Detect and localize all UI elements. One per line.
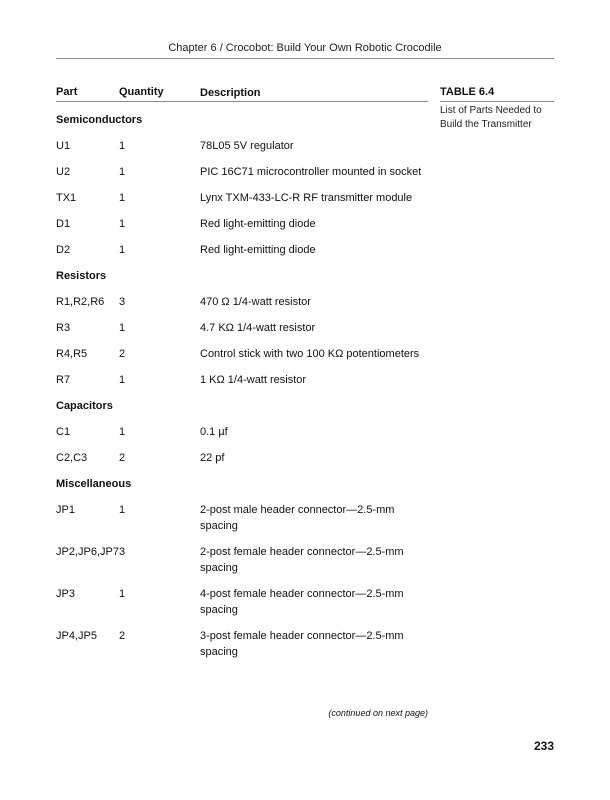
- table-body: [56, 112, 428, 660]
- quantity-cell: 2: [119, 630, 126, 642]
- description-cell: Red light-emitting diode: [200, 218, 316, 230]
- part-cell: R3: [56, 322, 71, 334]
- quantity-cell: 2: [119, 452, 126, 464]
- table-row: [56, 628, 428, 660]
- quantity-cell: 1: [119, 504, 126, 516]
- continued-note: (continued on next page): [328, 708, 428, 718]
- part-cell: R1,R2,R6: [56, 296, 105, 308]
- column-header-description: Description: [200, 87, 261, 99]
- quantity-cell: 1: [119, 426, 126, 438]
- part-cell: JP4,JP5: [56, 630, 97, 642]
- table-row: [56, 242, 428, 258]
- running-header: Chapter 6 / Crocobot: Build Your Own Robotic Crocodile: [168, 42, 442, 54]
- description-cell: 2-post male header connector—2.5-mm spacing: [200, 504, 395, 532]
- part-cell: U2: [56, 166, 71, 178]
- column-header-part: Part: [56, 86, 78, 98]
- table-row: [56, 216, 428, 232]
- description-cell: 470 Ω 1/4-watt resistor: [200, 296, 311, 308]
- quantity-cell: 1: [119, 322, 126, 334]
- table-header-row: [56, 86, 428, 102]
- section-heading: Semiconductors: [56, 114, 143, 126]
- description-cell: Lynx TXM-433-LC-R RF transmitter module: [200, 192, 413, 204]
- description-cell: 3-post female header connector—2.5-mm spacing: [200, 630, 404, 658]
- part-cell: D2: [56, 244, 71, 256]
- description-cell: 2-post female header connector—2.5-mm spacing: [200, 546, 404, 574]
- table-caption-block: [440, 86, 554, 132]
- description-cell: Red light-emitting diode: [200, 244, 316, 256]
- section-heading: Capacitors: [56, 400, 113, 412]
- part-cell: JP1: [56, 504, 75, 516]
- table-row: [56, 424, 428, 440]
- part-cell: C2,C3: [56, 452, 88, 464]
- part-cell: R4,R5: [56, 348, 88, 360]
- part-cell: U1: [56, 140, 71, 152]
- description-cell: 4.7 KΩ 1/4-watt resistor: [200, 322, 316, 334]
- part-cell: R7: [56, 374, 71, 386]
- description-cell: PIC 16C71 microcontroller mounted in socket: [200, 166, 422, 178]
- section-heading: Resistors: [56, 270, 107, 282]
- part-cell: JP2,JP6,JP7: [56, 546, 119, 558]
- table-row: [56, 372, 428, 388]
- description-cell: 78L05 5V regulator: [200, 140, 294, 152]
- table-row: [56, 320, 428, 336]
- section-heading: Miscellaneous: [56, 478, 132, 490]
- table-row: [56, 450, 428, 466]
- table-row: [56, 544, 428, 576]
- table-row: [56, 346, 428, 362]
- quantity-cell: 3: [119, 296, 126, 308]
- column-header-quantity: Quantity: [119, 86, 164, 98]
- quantity-cell: 3: [119, 546, 126, 558]
- page-number: 233: [533, 739, 554, 753]
- table-row: [56, 138, 428, 154]
- table-label: TABLE 6.4: [440, 86, 495, 98]
- description-cell: 0.1 µf: [200, 426, 228, 438]
- caption-rule: [440, 101, 554, 102]
- quantity-cell: 1: [119, 588, 126, 600]
- table-row: [56, 586, 428, 618]
- description-cell: 1 KΩ 1/4-watt resistor: [200, 374, 307, 386]
- quantity-cell: 1: [119, 374, 126, 386]
- quantity-cell: 1: [119, 244, 126, 256]
- part-cell: C1: [56, 426, 71, 438]
- header-rule: [56, 58, 554, 59]
- part-cell: JP3: [56, 588, 75, 600]
- description-cell: 22 pf: [200, 452, 225, 464]
- quantity-cell: 1: [119, 218, 126, 230]
- table-row: [56, 294, 428, 310]
- part-cell: D1: [56, 218, 71, 230]
- description-cell: Control stick with two 100 KΩ potentiometers: [200, 348, 420, 360]
- quantity-cell: 1: [119, 166, 126, 178]
- table-row: [56, 164, 428, 180]
- quantity-cell: 1: [119, 140, 126, 152]
- part-cell: TX1: [56, 192, 77, 204]
- quantity-cell: 2: [119, 348, 126, 360]
- table-row: [56, 502, 428, 534]
- table-row: [56, 190, 428, 206]
- table-caption: List of Parts Needed to Build the Transmitter: [440, 105, 542, 130]
- quantity-cell: 1: [119, 192, 126, 204]
- description-cell: 4-post female header connector—2.5-mm spacing: [200, 588, 404, 616]
- parts-table: [56, 86, 428, 660]
